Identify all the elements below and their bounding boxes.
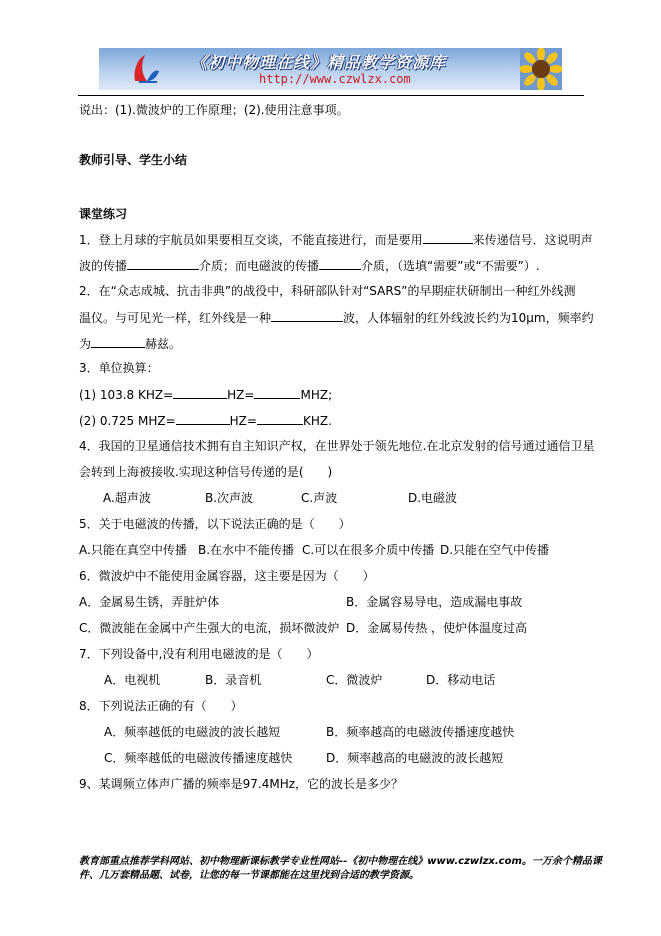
q3b-suffix: KHZ. bbox=[302, 414, 332, 428]
q5-stem: 5．关于电磁波的传播，以下说法正确的是（ ） bbox=[79, 517, 351, 531]
q4-option-a[interactable]: A.超声波 bbox=[103, 491, 151, 505]
q1-blank-1[interactable] bbox=[423, 231, 473, 244]
banner-url: http://www.czwlzx.com bbox=[259, 72, 411, 86]
section-heading-summary: 教师引导、学生小结 bbox=[79, 153, 188, 167]
q7-option-a[interactable]: A．电视机 bbox=[104, 673, 161, 687]
q8-option-d[interactable]: D．频率越高的电磁波的波长越短 bbox=[326, 751, 504, 765]
q1-text-b: 来传递信号．这说明声 bbox=[472, 233, 593, 247]
q5-option-c[interactable]: C.可以在很多介质中传播 bbox=[302, 543, 435, 557]
q1-text-d: 介质；而电磁波的传播 bbox=[199, 259, 320, 273]
q3a-mid: HZ= bbox=[227, 388, 255, 402]
q1-text-e: 介质，（选填“需要”或“不需要”）. bbox=[361, 259, 540, 273]
q7-option-c[interactable]: C．微波炉 bbox=[326, 673, 383, 687]
q3a-suffix: MHZ; bbox=[300, 388, 333, 402]
q3b-prefix: (2) 0.725 MHZ= bbox=[79, 414, 176, 428]
site-logo-icon bbox=[127, 51, 163, 87]
intro-text: 说出：(1).微波炉的工作原理；(2).使用注意事项。 bbox=[79, 103, 349, 117]
q8-stem: 8．下列说法正确的有（ ） bbox=[79, 699, 243, 713]
header-banner bbox=[99, 48, 562, 90]
q5-option-a[interactable]: A.只能在真空中传播 bbox=[79, 543, 187, 557]
q1-blank-3[interactable] bbox=[319, 257, 361, 270]
q6-option-b[interactable]: B．金属容易导电，造成漏电事故 bbox=[346, 595, 523, 609]
q3a-blank-1[interactable] bbox=[173, 386, 227, 399]
q6-option-d[interactable]: D．金属易传热 ，使炉体温度过高 bbox=[346, 621, 528, 635]
q1-blank-2[interactable] bbox=[127, 257, 199, 270]
q2-blank-1[interactable] bbox=[271, 309, 343, 322]
q1-text-c: 波的传播 bbox=[79, 259, 128, 273]
section-heading-practice: 课堂练习 bbox=[79, 207, 128, 221]
q3-part-a bbox=[79, 386, 332, 403]
q7-option-b[interactable]: B．录音机 bbox=[205, 673, 262, 687]
q8-option-a[interactable]: A．频率越低的电磁波的波长越短 bbox=[104, 725, 281, 739]
q8-option-b[interactable]: B．频率越高的电磁波传播速度越快 bbox=[326, 725, 515, 739]
q2-line2 bbox=[79, 309, 594, 326]
q5-option-d[interactable]: D.只能在空气中传播 bbox=[440, 543, 550, 557]
sunflower-icon bbox=[520, 48, 562, 90]
q3b-blank-2[interactable] bbox=[257, 412, 303, 425]
q4-line2: 会转到上海被接收.实现这种信号传递的是( ) bbox=[79, 465, 333, 479]
q5-option-b[interactable]: B.在水中不能传播 bbox=[198, 543, 295, 557]
footer-line2: 件、几万套精品题、试卷，让您的每一节课都能在这里找到合适的教学资源。 bbox=[79, 870, 419, 881]
q2-line3 bbox=[79, 335, 181, 352]
q1-text-a: 1．登上月球的宇航员如果要相互交谈，不能直接进行，而是要用 bbox=[79, 233, 423, 247]
q3a-blank-2[interactable] bbox=[254, 386, 300, 399]
q6-option-c[interactable]: C．微波能在金属中产生强大的电流，损坏微波炉 bbox=[79, 621, 340, 635]
q7-option-d[interactable]: D．移动电话 bbox=[426, 673, 496, 687]
header-rule bbox=[78, 95, 584, 96]
q4-line1: 4．我国的卫星通信技术拥有自主知识产权，在世界处于领先地位.在北京发射的信号通过通信卫星 bbox=[79, 439, 595, 453]
q2-text-b: 波，人体辐射的红外线波长约为10μm，频率约 bbox=[343, 311, 594, 325]
q2-text-a: 温仪。与可见光一样，红外线是一种 bbox=[79, 311, 272, 325]
q2-text-d: 赫兹。 bbox=[145, 337, 182, 351]
q2-line1: 2．在“众志成城、抗击非典”的战役中，科研部队针对“SARS”的早期症状研制出一种红外线测 bbox=[79, 284, 576, 298]
banner-title: 《初中物理在线》精品教学资源库 bbox=[191, 53, 447, 72]
q9-stem: 9、某调频立体声广播的频率是97.4MHz，它的波长是多少？ bbox=[79, 777, 404, 791]
footer-line1: 教育部重点推荐学科网站、初中物理新课标教学专业性网站--《初中物理在线》www.czwlzx.com。一万余个精品课 bbox=[79, 856, 602, 867]
q6-option-a[interactable]: A．金属易生锈，弄脏炉体 bbox=[79, 595, 220, 609]
q4-option-d[interactable]: D.电磁波 bbox=[408, 491, 458, 505]
q4-option-c[interactable]: C.声波 bbox=[301, 491, 338, 505]
q2-text-c: 为 bbox=[79, 337, 92, 351]
q1-line1 bbox=[79, 231, 593, 248]
q3b-mid: HZ= bbox=[229, 414, 257, 428]
q3-part-b bbox=[79, 412, 332, 429]
q2-blank-2[interactable] bbox=[91, 335, 145, 348]
q3-title: 3．单位换算： bbox=[79, 361, 159, 375]
q4-option-b[interactable]: B.次声波 bbox=[205, 491, 254, 505]
q1-line2 bbox=[79, 257, 540, 274]
q3a-prefix: (1) 103.8 KHZ= bbox=[79, 388, 174, 402]
q6-stem: 6．微波炉中不能使用金属容器，这主要是因为（ ） bbox=[79, 569, 375, 583]
q8-option-c[interactable]: C．频率越低的电磁波传播速度越快 bbox=[104, 751, 293, 765]
q7-stem: 7．下列设备中,没有利用电磁波的是（ ） bbox=[79, 647, 319, 661]
q3b-blank-1[interactable] bbox=[176, 412, 230, 425]
